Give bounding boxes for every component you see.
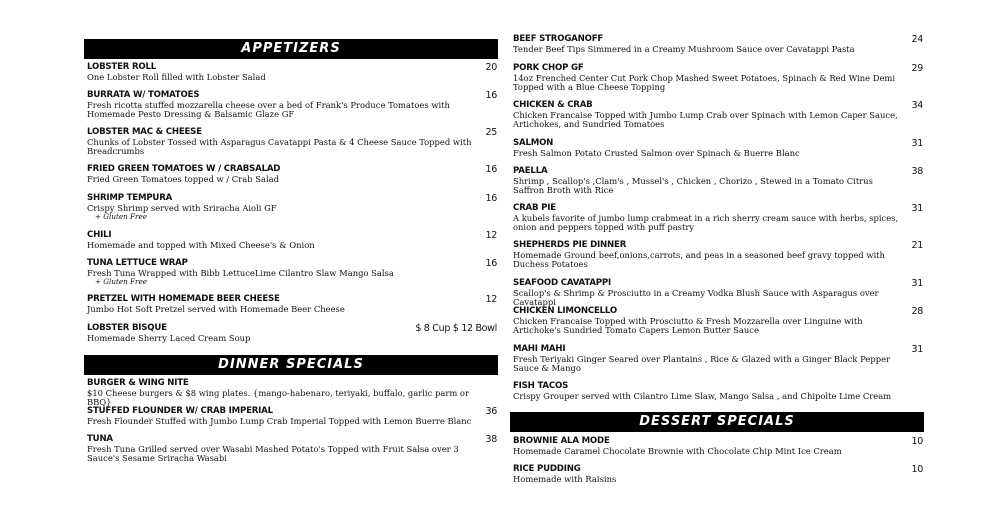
item-price: 10 — [911, 436, 923, 447]
menu-item-stuffed-flounder — [87, 406, 497, 426]
item-description: Shrimp , Scallop's ,Clam's , Mussel's , Chicken , Chorizo , Stewed in a Tomato Citrus Saffron Broth with Rice — [513, 176, 873, 196]
menu-item-lobster-roll — [87, 62, 497, 82]
item-price: 21 — [911, 240, 923, 251]
item-name: SEAFOOD CAVATAPPI — [513, 278, 611, 288]
item-description: Chicken Francaise Topped with Prosciutto & Fresh Mozzarella over Linguine with Artichoke's Sundried Tomato Capers Lemon Butter Sauce — [513, 316, 863, 336]
item-price: 36 — [485, 406, 497, 417]
item-name: TUNA — [87, 434, 113, 444]
menu-item-shepherds-pie — [513, 240, 923, 270]
item-description: $10 Cheese burgers & $8 wing plates. {mango-habenaro, teriyaki, buffalo, garlic parm or BBQ} — [87, 388, 469, 408]
item-name: LOBSTER BISQUE — [87, 323, 167, 333]
menu-item-tuna — [87, 434, 497, 464]
menu-item-burrata — [87, 90, 497, 120]
item-description: Tender Beef Tips Simmered in a Creamy Mushroom Sauce over Cavatappi Pasta — [513, 44, 855, 54]
menu-item-seafood-cavatappi — [513, 278, 923, 308]
item-description: Jumbo Hot Soft Pretzel served with Homemade Beer Cheese — [87, 304, 345, 314]
item-description: Homemade Caramel Chocolate Brownie with Chocolate Chip Mint Ice Cream — [513, 446, 842, 456]
item-name: RICE PUDDING — [513, 464, 581, 474]
item-price: 20 — [485, 62, 497, 73]
item-description: Fresh Tuna Grilled served over Wasabi Mashed Potato's Topped with Fruit Salsa over 3 Sauce's Sesame Sriracha Wasabi — [87, 444, 459, 464]
gluten-free-note: + Gluten Free — [95, 277, 147, 287]
item-name: BURGER & WING NITE — [87, 378, 189, 388]
item-price: 28 — [911, 306, 923, 317]
item-price: 34 — [911, 100, 923, 111]
item-price: 25 — [485, 127, 497, 138]
menu-item-chili — [87, 230, 497, 250]
dessert-specials-header: DESSERT SPECIALS — [510, 412, 924, 432]
item-name: BROWNIE ALA MODE — [513, 436, 610, 446]
item-price: $ 8 Cup $ 12 Bowl — [415, 323, 497, 334]
item-price: 10 — [911, 464, 923, 475]
menu-item-lobster-bisque — [87, 323, 497, 343]
menu-item-fried-green-tomatoes — [87, 164, 497, 184]
item-price: 31 — [911, 138, 923, 149]
item-name: FISH TACOS — [513, 381, 569, 391]
item-name: SHRIMP TEMPURA — [87, 193, 173, 203]
item-price: 38 — [485, 434, 497, 445]
menu-item-crab-pie — [513, 203, 923, 233]
item-description: Homemade with Raisins — [513, 474, 617, 484]
item-description: Homemade Sherry Laced Cream Soup — [87, 333, 251, 343]
item-price: 31 — [911, 344, 923, 355]
item-name: BEEF STROGANOFF — [513, 34, 604, 44]
item-description: A kubels favorite of jumbo lump crabmeat in a rich sherry cream sauce with herbs, spices, onion and peppers topped with puff pastry — [513, 213, 899, 233]
item-price: 29 — [911, 63, 923, 74]
menu-item-rice-pudding — [513, 464, 923, 484]
item-description: Chunks of Lobster Tossed with Asparagus Cavatappi Pasta & 4 Cheese Sauce Topped with Breadcrumbs — [87, 137, 472, 157]
item-description: Fried Green Tomatoes topped w / Crab Salad — [87, 174, 279, 184]
item-price: 31 — [911, 203, 923, 214]
menu-item-pretzel — [87, 294, 497, 314]
dinner-specials-header: DINNER SPECIALS — [84, 355, 498, 375]
item-name: LOBSTER ROLL — [87, 62, 157, 72]
item-price: 12 — [485, 294, 497, 305]
item-name: STUFFED FLOUNDER W/ CRAB IMPERIAL — [87, 406, 273, 416]
item-name: BURRATA W/ TOMATOES — [87, 90, 200, 100]
item-name: LOBSTER MAC & CHEESE — [87, 127, 202, 137]
menu-item-mahi-mahi — [513, 344, 923, 374]
item-name: SHEPHERDS PIE DINNER — [513, 240, 627, 250]
item-price: 24 — [911, 34, 923, 45]
item-price: 12 — [485, 230, 497, 241]
item-description: 14oz Frenched Center Cut Pork Chop Mashed Sweet Potatoes, Spinach & Red Wine Demi Topped with a Blue Cheese Topping — [513, 73, 896, 93]
item-name: FRIED GREEN TOMATOES W / CRABSALAD — [87, 164, 281, 174]
item-description: Crispy Grouper served with Cilantro Lime Slaw, Mango Salsa , and Chipolte Lime Cream — [513, 391, 892, 401]
menu-item-salmon — [513, 138, 923, 158]
item-price: 16 — [485, 164, 497, 175]
item-price: 16 — [485, 258, 497, 269]
item-description: Homemade Ground beef,onions,carrots, and peas in a seasoned beef gravy topped with Duchess Potatoes — [513, 250, 885, 270]
item-name: PAELLA — [513, 166, 548, 176]
item-description: Fresh Salmon Potato Crusted Salmon over Spinach & Buerre Blanc — [513, 148, 800, 158]
item-name: SALMON — [513, 138, 554, 148]
item-name: CHILI — [87, 230, 112, 240]
menu-item-burger-wing-nite — [87, 378, 497, 408]
menu-item-chicken-crab — [513, 100, 923, 130]
item-name: MAHI MAHI — [513, 344, 566, 354]
item-description: Fresh ricotta stuffed mozzarella cheese over a bed of Frank's Produce Tomatoes with Homemade Pesto Dressing & Balsamic Glaze GF — [87, 100, 450, 120]
menu-item-pork-chop — [513, 63, 923, 93]
item-description: Homemade and topped with Mixed Cheese's & Onion — [87, 240, 315, 250]
menu-item-chicken-limoncello — [513, 306, 923, 336]
item-name: PORK CHOP GF — [513, 63, 584, 73]
item-name: CHICKEN & CRAB — [513, 100, 593, 110]
menu-item-fish-tacos — [513, 381, 923, 401]
gluten-free-note: + Gluten Free — [95, 212, 147, 222]
item-name: CHICKEN LIMONCELLO — [513, 306, 617, 316]
item-description: Crispy Shrimp served with Sriracha Aioli GF — [87, 203, 277, 213]
item-price: 31 — [911, 278, 923, 289]
item-description: One Lobster Roll filled with Lobster Salad — [87, 72, 266, 82]
item-name: PRETZEL WITH HOMEMADE BEER CHEESE — [87, 294, 280, 304]
menu-item-tuna-lettuce-wrap — [87, 258, 497, 286]
item-name: TUNA LETTUCE WRAP — [87, 258, 188, 268]
item-price: 38 — [911, 166, 923, 177]
item-price: 16 — [485, 90, 497, 101]
menu-item-beef-stroganoff — [513, 34, 923, 54]
item-description: Scallop's & Shrimp & Prosciutto in a Creamy Vodka Blush Sauce with Asparagus over Cavatappi — [513, 288, 879, 308]
item-description: Fresh Tuna Wrapped with Bibb LettuceLime Cilantro Slaw Mango Salsa — [87, 268, 394, 278]
appetizers-header: APPETIZERS — [84, 39, 498, 59]
item-description: Fresh Teriyaki Ginger Seared over Plantains , Rice & Glazed with a Ginger Black Pepper Sauce & Mango — [513, 354, 891, 374]
item-description: Chicken Francaise Topped with Jumbo Lump Crab over Spinach with Lemon Caper Sauce, Artichokes, and Sundried Tomatoes — [513, 110, 898, 130]
menu-item-shrimp-tempura — [87, 193, 497, 221]
menu-item-paella — [513, 166, 923, 196]
menu-item-brownie — [513, 436, 923, 456]
item-description: Fresh Flounder Stuffed with Jumbo Lump Crab Imperial Topped with Lemon Buerre Blanc — [87, 416, 472, 426]
item-name: CRAB PIE — [513, 203, 556, 213]
item-price: 16 — [485, 193, 497, 204]
menu-item-lobster-mac — [87, 127, 497, 157]
